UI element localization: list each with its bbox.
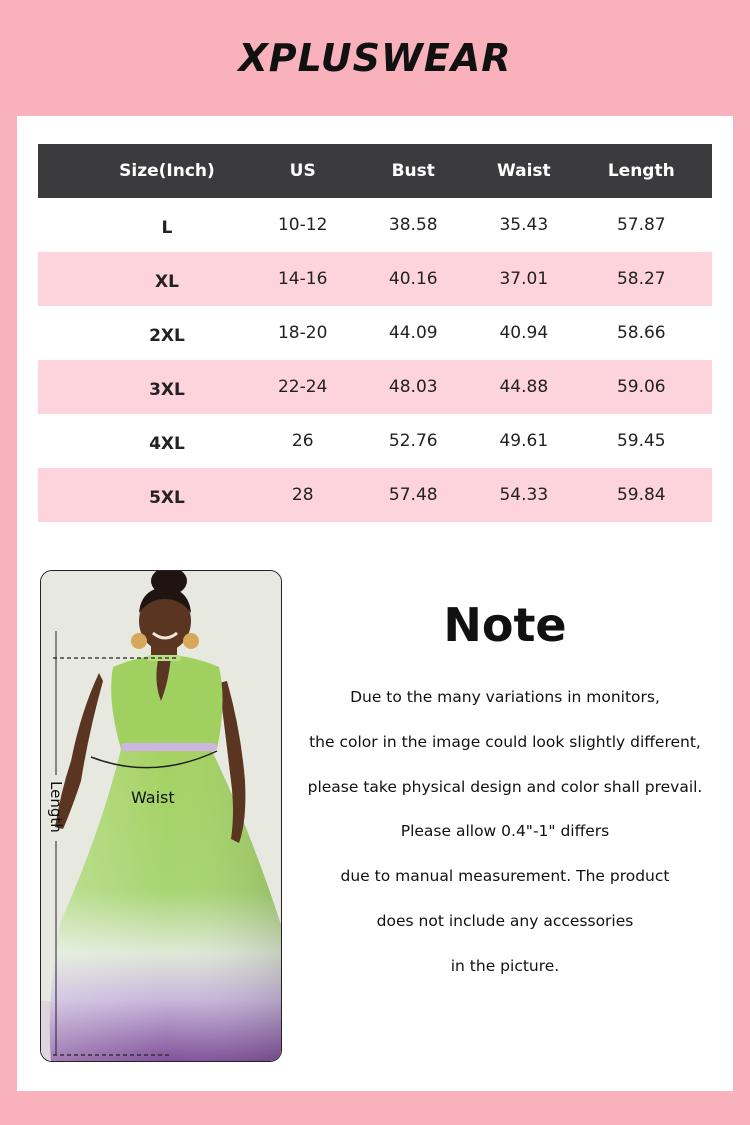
note-line: due to manual measurement. The product [340, 867, 670, 886]
note-line: in the picture. [450, 956, 560, 975]
cell-length: 59.84 [571, 468, 712, 522]
note-line: the color in the image could look slightly different, [309, 732, 701, 751]
table-header-row [38, 144, 712, 198]
model-photo [40, 570, 282, 1062]
note-line: Please allow 0.4"-1" differs [400, 822, 610, 841]
size-chart-card [17, 116, 733, 1091]
cell-bust: 38.58 [388, 215, 438, 235]
note-title: Note [443, 598, 567, 652]
cell-bust: 48.03 [349, 360, 477, 414]
cell-size: XL [38, 252, 256, 306]
header-length: Length [571, 144, 712, 198]
cell-us: 10-12 [277, 215, 328, 235]
cell-waist: 49.61 [499, 431, 549, 451]
header-waist: Waist [477, 144, 571, 198]
cell-size: 4XL [149, 434, 185, 454]
table-row [38, 360, 712, 414]
note-text [293, 688, 717, 1002]
cell-bust: 44.09 [388, 323, 438, 343]
cell-bust: 52.76 [388, 431, 438, 451]
cell-waist: 37.01 [477, 252, 571, 306]
cell-waist: 40.94 [499, 323, 549, 343]
cell-bust: 40.16 [349, 252, 477, 306]
cell-waist: 54.33 [477, 468, 571, 522]
header-size: Size(Inch) [38, 144, 256, 198]
model-illustration [41, 571, 282, 1062]
size-table [38, 144, 712, 522]
cell-length: 58.27 [571, 252, 712, 306]
header-bust: Bust [349, 144, 477, 198]
cell-us: 14-16 [256, 252, 350, 306]
note-line: does not include any accessories [376, 911, 634, 930]
cell-size: 3XL [38, 360, 256, 414]
cell-us: 26 [291, 431, 314, 451]
cell-length: 57.87 [616, 215, 666, 235]
table-row [38, 414, 712, 468]
cell-length: 59.45 [616, 431, 666, 451]
cell-size: L [161, 218, 173, 238]
cell-bust: 57.48 [349, 468, 477, 522]
note-line: please take physical design and color shall prevail. [307, 777, 703, 796]
cell-us: 22-24 [256, 360, 350, 414]
cell-size: 5XL [38, 468, 256, 522]
header-us: US [256, 144, 350, 198]
table-row [38, 198, 712, 252]
table-row [38, 252, 712, 306]
cell-waist: 35.43 [499, 215, 549, 235]
note-line: Due to the many variations in monitors, [350, 688, 660, 706]
brand-logo: XPLUSWEAR [238, 36, 512, 80]
table-row [38, 306, 712, 360]
cell-length: 59.06 [571, 360, 712, 414]
cell-us: 28 [256, 468, 350, 522]
cell-waist: 44.88 [477, 360, 571, 414]
length-label: Length [47, 781, 65, 833]
waist-label: Waist [131, 788, 175, 807]
cell-length: 58.66 [616, 323, 666, 343]
cell-size: 2XL [149, 326, 185, 346]
table-row [38, 468, 712, 522]
cell-us: 18-20 [277, 323, 328, 343]
